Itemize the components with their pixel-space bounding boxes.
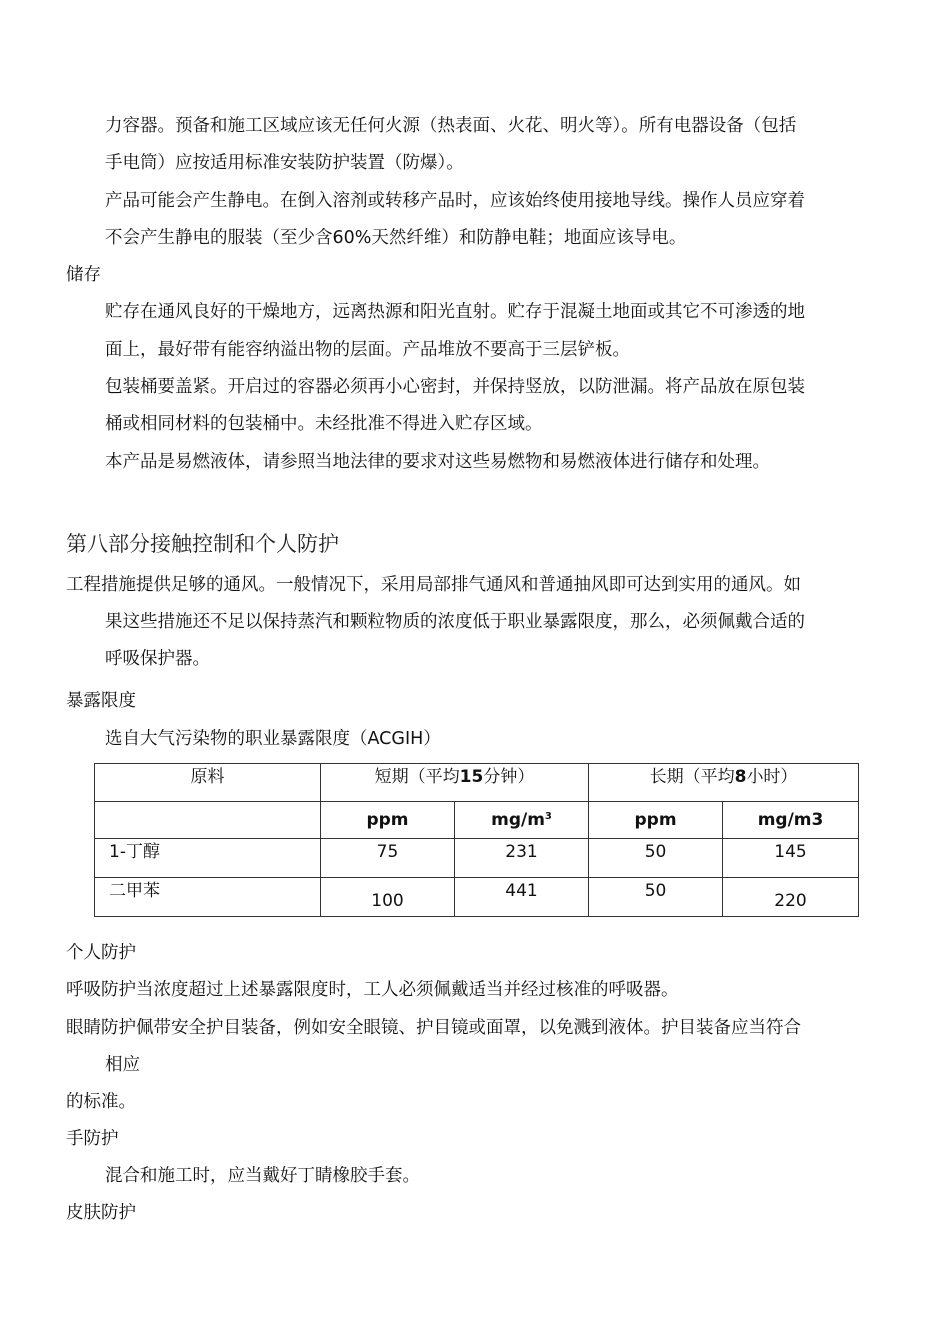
- paragraph-line: 贮存在通风良好的干燥地方，远离热源和阳光直射。贮存于混凝土地面或其它不可渗透的地: [105, 302, 805, 322]
- paragraph-line: 包装桶要盖紧。开启过的容器必须再小心密封，并保持竖放，以防泄漏。将产品放在原包装: [105, 377, 805, 397]
- paragraph-line: 产品可能会产生静电。在倒入溶剂或转移产品时，应该始终使用接地导线。操作人员应穿着: [105, 191, 805, 211]
- header-material: 原料: [95, 764, 321, 802]
- short-ppm-value: 100: [321, 878, 455, 917]
- paragraph-line: 相应: [105, 1055, 140, 1075]
- subheading-exposure-limits: 暴露限度: [66, 691, 136, 711]
- material-name: 1-丁醇: [95, 839, 321, 878]
- table-row: [95, 839, 859, 878]
- paragraph-line: 工程措施提供足够的通风。一般情况下，采用局部排气通风和普通抽风即可达到实用的通风。如: [66, 575, 801, 595]
- subheading-skin-protection: 皮肤防护: [66, 1203, 136, 1223]
- paragraph-line: 眼睛防护佩带安全护目装备，例如安全眼镜、护目镜或面罩，以免溅到液体。护目装备应当符合: [66, 1018, 801, 1038]
- subheading-hand-protection: 手防护: [66, 1129, 119, 1149]
- subheading-personal-protection: 个人防护: [66, 943, 136, 963]
- unit-long-mg: mg/m3: [723, 802, 859, 839]
- unit-short-mg: $mg/m^3$: [455, 802, 589, 839]
- unit-short-ppm: ppm: [321, 802, 455, 839]
- paragraph-line: 不会产生静电的服装（至少含60%天然纤维）和防静电鞋；地面应该导电。: [105, 228, 687, 248]
- long-ppm-value: 50: [589, 839, 723, 878]
- section-title: 第八部分接触控制和个人防护: [66, 532, 339, 556]
- paragraph-line: 手电筒）应按适用标准安装防护装置（防爆）。: [105, 153, 464, 173]
- paragraph-line: 呼吸保护器。: [105, 649, 210, 669]
- units-empty-cell: [95, 802, 321, 839]
- table-units-row: [95, 802, 859, 839]
- short-mg-value: 231: [455, 839, 589, 878]
- long-mg-value: 220: [723, 878, 859, 917]
- paragraph-line: 果这些措施还不足以保持蒸汽和颗粒物质的浓度低于职业暴露限度，那么，必须佩戴合适的: [105, 612, 805, 632]
- paragraph-line: 桶或相同材料的包装桶中。未经批准不得进入贮存区域。: [105, 414, 543, 434]
- header-long-term: 长期（平均8小时）: [589, 764, 859, 802]
- table-caption: 选自大气污染物的职业暴露限度（ACGIH）: [105, 729, 441, 749]
- unit-long-ppm: ppm: [589, 802, 723, 839]
- short-mg-value: 441: [455, 878, 589, 917]
- material-name: 二甲苯: [95, 878, 321, 917]
- table-header-row: [95, 764, 859, 802]
- header-short-term: 短期（平均15分钟）: [321, 764, 589, 802]
- exposure-limits-table: [94, 763, 859, 917]
- paragraph-line: 的标准。: [66, 1092, 136, 1112]
- long-ppm-value: 50: [589, 878, 723, 917]
- table-row: [95, 878, 859, 917]
- paragraph-line: 力容器。预备和施工区域应该无任何火源（热表面、火花、明火等）。所有电器设备（包括: [105, 116, 797, 136]
- subheading-storage: 储存: [66, 265, 101, 285]
- paragraph-line: 面上，最好带有能容纳溢出物的层面。产品堆放不要高于三层铲板。: [105, 340, 630, 360]
- paragraph-line: 呼吸防护当浓度超过上述暴露限度时，工人必须佩戴适当并经过核准的呼吸器。: [66, 980, 679, 1000]
- short-ppm-value: 75: [321, 839, 455, 878]
- paragraph-line: 本产品是易燃液体，请参照当地法律的要求对这些易燃物和易燃液体进行储存和处理。: [105, 452, 770, 472]
- long-mg-value: 145: [723, 839, 859, 878]
- paragraph-line: 混合和施工时，应当戴好丁睛橡胶手套。: [105, 1166, 420, 1186]
